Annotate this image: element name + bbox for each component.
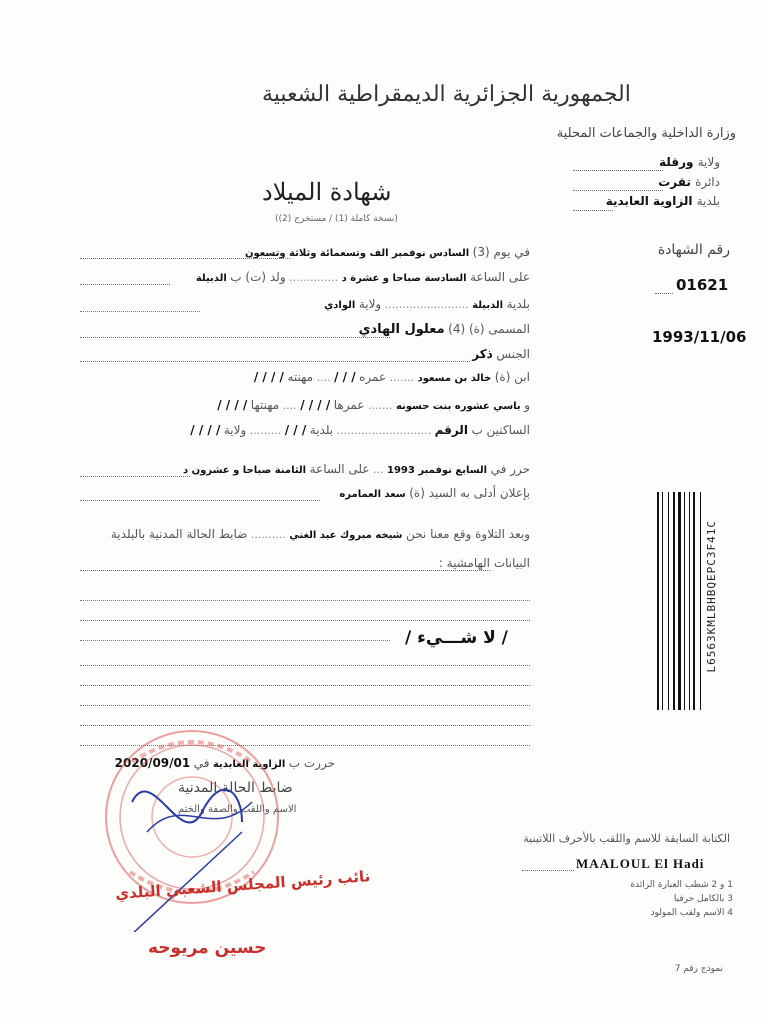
drafted-label: حرر في [490,462,530,476]
daira-value: تقرت [658,175,691,189]
name-line: الاسم واللقب والصفة والختم [178,804,297,815]
note-1: 1 و 2 شطب العبارة الزائدة [630,880,733,890]
drafted-hour-label: على الساعة [309,462,370,476]
declared-label: بإعلان أدلى به السيد (ة) [409,486,530,500]
issued-in: في [193,756,210,770]
officer-text: وبعد التلاوة وقع معنا نحن [406,527,530,541]
barcode-bar [700,492,701,710]
note-3: 3 بالكامل حرفيا [673,894,733,904]
issued-date: 2020/09/01 [114,756,191,770]
officer-title: ضابط الحالة المدنية بالبلدية [110,527,248,541]
form-ref: نموذج رقم 7 [674,964,723,974]
barcode-bar [689,492,690,710]
mother-job-value: / / / / [217,398,248,412]
residence-label: الساكنين ب [471,423,530,437]
latin-value: MAALOUL El Hadi [576,856,705,871]
residence-municipality-label: بلدية [309,423,334,437]
republic-title: الجمهورية الجزائرية الديمقراطية الشعبية [262,82,631,107]
barcode-text: L6563KMLBHBQEPC3F41C [705,520,718,673]
drafted-row: حرر في السابع نوفمبر 1993 ... على الساعة الثامنة صباحا و عشرون د [183,462,530,476]
birth-hour-row: على الساعة السادسة صباحا و عشرة د .............. ولد (ت) ب الدبيلة [195,270,530,284]
certificate-title: شهادة الميلاد [262,178,392,206]
sex-label: الجنس [496,347,530,361]
wilaya-row [659,155,720,170]
drafted-hour-value: الثامنة صباحا و عشرون د [183,465,307,476]
officer-line: ضابط الحالة المدنية [178,780,293,796]
birth-hour-label: على الساعة [470,270,530,284]
mother-age-value: / / / / [300,398,331,412]
barcode-bar [657,492,659,710]
mother-job-label: مهنتها [250,398,280,412]
birth-day-label: في يوم (3) [472,245,530,259]
marginal-label: البيانات الهامشية : [438,556,530,570]
father-job-value: / / / / [253,370,284,384]
residence-province-value: / / / / [190,423,221,437]
residence-municipality-value: / / / [284,423,307,437]
daira-row [658,175,720,190]
daira-label: دائرة [695,175,720,189]
officer-name: شيخه مبروك عبد الغني [289,530,403,541]
father-row: ابن (ة) خالد بن مسعود ....... عمره / / / .... مهنته / / / / [253,370,530,384]
name-label: المسمى (ة) (4) [448,322,530,336]
father-value: خالد بن مسعود [417,373,492,384]
wilaya-value: ورقلة [659,155,694,169]
father-label: ابن (ة) [494,370,530,384]
signature-name: حسين مريوحه [148,938,267,958]
barcode-bar [693,492,695,710]
municipality-label: بلدية [506,297,530,311]
latin-label: الكتابة السابقة للاسم واللقب بالأحرف اللاتينية [523,832,730,845]
note-4: 4 الاسم ولقب المولود [650,908,733,918]
ministry-line: وزارة الداخلية والجماعات المحلية [556,126,736,141]
name-value: معلول الهادي [358,322,445,337]
certificate-number-label: رقم الشهادة [657,242,730,258]
birth-hour-value: السادسة صباحا و عشرة د [341,273,467,284]
signature-title: نائب رئيس المجلس الشعبي البلدي [114,867,371,903]
certificate-date: 1993/11/06 [652,328,747,346]
nothing-mark: / لا شـــيء / [405,628,508,648]
commune-label: بلدية [696,194,720,208]
certificate-subtitle: (نسخة كاملة (1) / مستخرج (2)) [275,214,398,224]
residence-value: الرقم [434,423,468,437]
issued-place: الزاوية العابدية [212,759,286,770]
barcode-bar [684,492,685,710]
residence-province-label: ولاية [223,423,247,437]
mother-value: باسي عشوره بنت حسونه [395,401,521,412]
declared-row [339,486,530,500]
municipality-row: بلدية الدبيلة ........................ ولاية الوادي [324,297,530,311]
mother-row: و باسي عشوره بنت حسونه ....... عمرها / / / / .... مهنتها / / / / [217,398,530,412]
residence-row: الساكنين ب الرقم ........................... بلدية / / / ......... ولاية / / / / [190,423,530,437]
commune-row [606,194,720,209]
father-age-label: عمره [359,370,387,384]
birth-day-value: السادس نوفمبر الف وتسعمائة وثلاثة وتسعون [244,248,470,259]
mother-age-label: عمرها [333,398,365,412]
province-value: الوادي [324,300,356,311]
sex-value: ذكر [472,347,493,361]
barcode-bar [662,492,663,710]
barcode-bar [678,492,681,710]
father-age-value: / / / [334,370,356,384]
issued-label: حررت ب [288,756,335,770]
wilaya-label: ولاية [697,155,720,169]
province-label: ولاية [358,297,382,311]
certificate-number: 01621 [676,276,729,294]
sex-row [472,347,530,361]
declared-value: سعد العمامره [339,489,406,500]
born-value: الدبيلة [195,273,227,284]
barcode [657,492,701,710]
drafted-value: السابع نوفمبر 1993 [387,465,488,476]
municipality-value: الدبيلة [472,300,504,311]
birth-day-row [245,245,530,259]
commune-value: الزاوية العابدية [605,194,693,208]
barcode-bar [668,492,669,710]
barcode-bar [673,492,675,710]
born-label: ولد (ت) ب [230,270,286,284]
officer-row: وبعد التلاوة وقع معنا نحن شيخه مبروك عبد الغني .......... ضابط الحالة المدنية بالبلدية [110,527,530,541]
name-row [359,322,530,337]
mother-label: و [524,398,530,412]
father-job-label: مهنته [287,370,314,384]
